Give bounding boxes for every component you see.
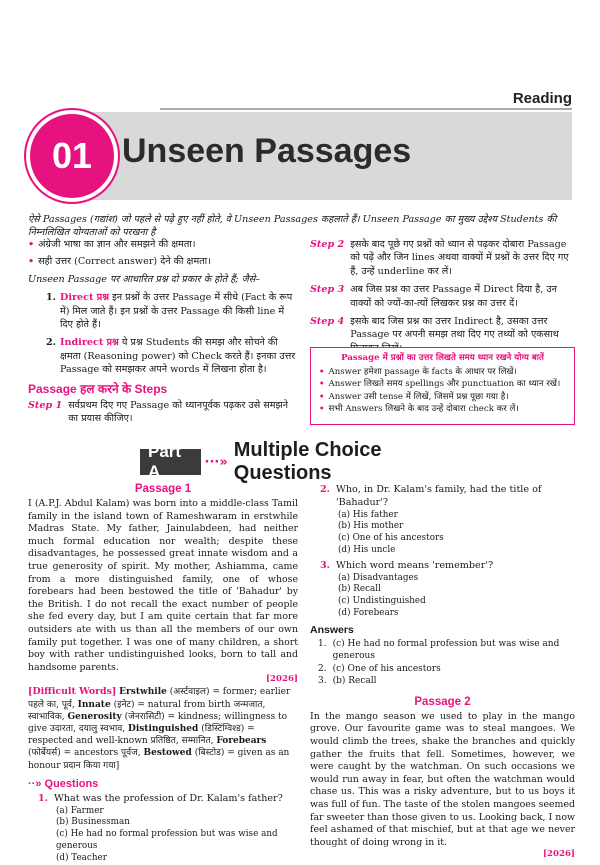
difficult-words: [Difficult Words] Erstwhile (अर्स्टवाइल) = former; earlier पहले का, पूर्व, Innate (इनेट) = natural from birth जन्मजात, स्वाभाविक, Generosity (जेनरासिटी) = kindness; willingness to give उदारता, दयालु स्वभाव, Distinguished (डिस्टिंग्विश्ड) = respected and well-known प्रतिष्ठित, सम्मानित, Forebears (फोर्बेयर्स) = ancestors पूर्वज, Bestowed (बिस्टोड) = given as an honour प्रदान किया गया] [28,686,291,771]
bullet-icon: • [319,379,325,390]
list-item: • सही उत्तर (Correct answer) देने की क्षमता। [28,256,211,268]
answers-heading: Answers [310,623,354,636]
passage-1-text: I (A.P.J. Abdul Kalam) was born into a middle-class Tamil family in the island town of Rameshwaram in erstwhile Madras State. My father, Jainulabdeen, had neither much formal education nor wealth; despite these disadvantages, he possessed great innate wisdom and a true generosity of spirit. My mother, Ashiamma, came from a more distinguished family, one of whose forebears had been bestowed the title of 'Bahadur' by the British. I do not recall the exact number of people she fed every day, but I am quite certain that far more outsiders ate with us than all the members of our own family put together. I was one of many children, a short boy with rather undistinguished looks, born to tall and handsome parents. [28,498,298,673]
bullet-icon: • [319,403,325,414]
question-options: (a) His father (b) His mother (c) One of his ancestors (d) His uncle [338,509,444,555]
answer-item: 3. (b) Recall [318,676,377,687]
question-item: 3. Which word means 'remember'? [320,559,494,571]
bullet-icon: • [28,239,35,250]
chapter-title: Unseen Passages [122,132,412,170]
question-options: (a) Disadvantages (b) Recall (c) Undistinguished (d) Forebears [338,572,426,618]
types-intro: Unseen Passage पर आधारित प्रश्न दो प्रकार के होते हैं; जैसे– [28,273,260,285]
question-options: (a) Farmer (b) Businessman (c) He had no formal profession but was wise and generous (d) Teacher [56,805,278,863]
bullet-icon: • [28,256,35,268]
part-label: Part A [140,449,201,475]
questions-heading: ··» Questions [28,777,99,790]
tips-box [310,347,575,425]
section-label: Reading [512,90,572,107]
answer-item: 2. (c) One of his ancestors [318,663,441,674]
chapter-number-badge: 01 [26,110,118,202]
double-arrow-icon: ···» [204,454,228,470]
header-divider [160,108,572,110]
question-item: 2. Who, in Dr. Kalam's family, had the title of 'Bahadur'? [320,484,542,508]
passage-1-heading: Passage 1 [134,483,192,495]
bullet-icon: • [319,367,325,378]
list-item: • सभी Answers लिखने के बाद उन्हें दोबारा check कर लें। [319,403,519,414]
header [0,0,600,108]
list-item: • Answer लिखते समय spellings और punctuation का ध्यान रखें। [319,379,561,390]
right-column-bottom [310,484,575,859]
step-item: Step 2 इसके बाद पूछे गए प्रश्नों को ध्यान से पढ़कर दोबारा Passage को पढ़ें और जिन lines अथवा वाक्यों में प्रश्नों के उत्तर दिए गए हैं, उन्हें underline कर लें। [310,239,569,277]
question-item: 1. What was the profession of Dr. Kalam's father? [38,792,283,804]
bullet-icon: • [319,391,325,402]
year-tag: [2026] [265,674,298,685]
year-tag: [2026] [542,849,575,860]
type-item-direct: 1. Direct प्रश्न इन प्रश्नों के उत्तर Passage में सीधे (Fact के रूप में) मिल जाते हैं। इन प्रश्नों के उत्तर Passage की किसी line में दिए होते हैं। [46,292,293,331]
passage-2-text: In the mango season we used to play in the mango grove. Our favourite game was to steal mangoes. We would climb the trees, shake the branches and quickly gather the fruits that fell. Sometimes, however, we were caught by the watchman. On such occasions we would run away in fear, but often the watchman would chase us. This was a risky adventure, but to us boys it was full of fun. The taste of the stolen mangoes seemed far sweeter than those given to us. Looking back, I now feel ashamed of that mischief, but at that age we never thought of doing wrong in it. [310,710,575,848]
left-column-bottom [28,483,298,865]
step-item: Step 3 अब जिस प्रश्न का उत्तर Passage में Direct दिया है, उन वाक्यों को ज्यों-का-त्यों लिखकर प्रश्न का उत्तर दें। [310,284,557,309]
right-column-top [310,238,575,360]
steps-heading: Passage हल करने के Steps [28,381,168,396]
answer-item: 1. (c) He had no formal profession but was wise and generous [318,638,560,662]
list-item: • अंग्रेजी भाषा का ज्ञान और समझने की क्षमता। [28,239,196,250]
double-arrow-icon: ··» [28,777,42,790]
list-item: • Answer उसी tense में लिखें, जिसमें प्रश्न पूछा गया है। [319,391,509,402]
part-heading [140,439,460,484]
tips-title: Passage में प्रश्नों का उत्तर लिखते समय ध्यान रखने योग्य बातें [341,353,544,363]
type-item-indirect: 2. Indirect प्रश्न ये प्रश्न Students की समझ और सोचने की क्षमता (Reasoning power) को Check करते हैं। इनका उत्तर Passage को समझकर अपने words में लिखना होता है। [46,337,296,376]
part-title: Multiple Choice Questions [233,439,382,484]
intro-paragraph: ऐसे Passages (गद्यांश) जो पहले से पढ़े हुए नहीं होते, वे Unseen Passages कहलाते हैं। Unseen Passage का मुख्य उद्देश्य Students की निम्नलिखित योग्यताओं को परखना है [28,214,557,238]
step-item: Step 1 सर्वप्रथम दिए गए Passage को ध्यानपूर्वक पढ़कर उसे समझने का प्रयास कीजिए। [28,400,289,425]
step-item: Step 4 इसके बाद जिस प्रश्न का उत्तर Indirect है, उसका उत्तर Passage पर अपनी समझ तथा दिए गए तथ्यों को एकसाथ [310,316,559,341]
left-column-top [28,238,300,431]
passage-2-heading: Passage 2 [414,695,471,708]
list-item: • Answer हमेशा passage के facts के आधार पर लिखें। [319,367,517,378]
